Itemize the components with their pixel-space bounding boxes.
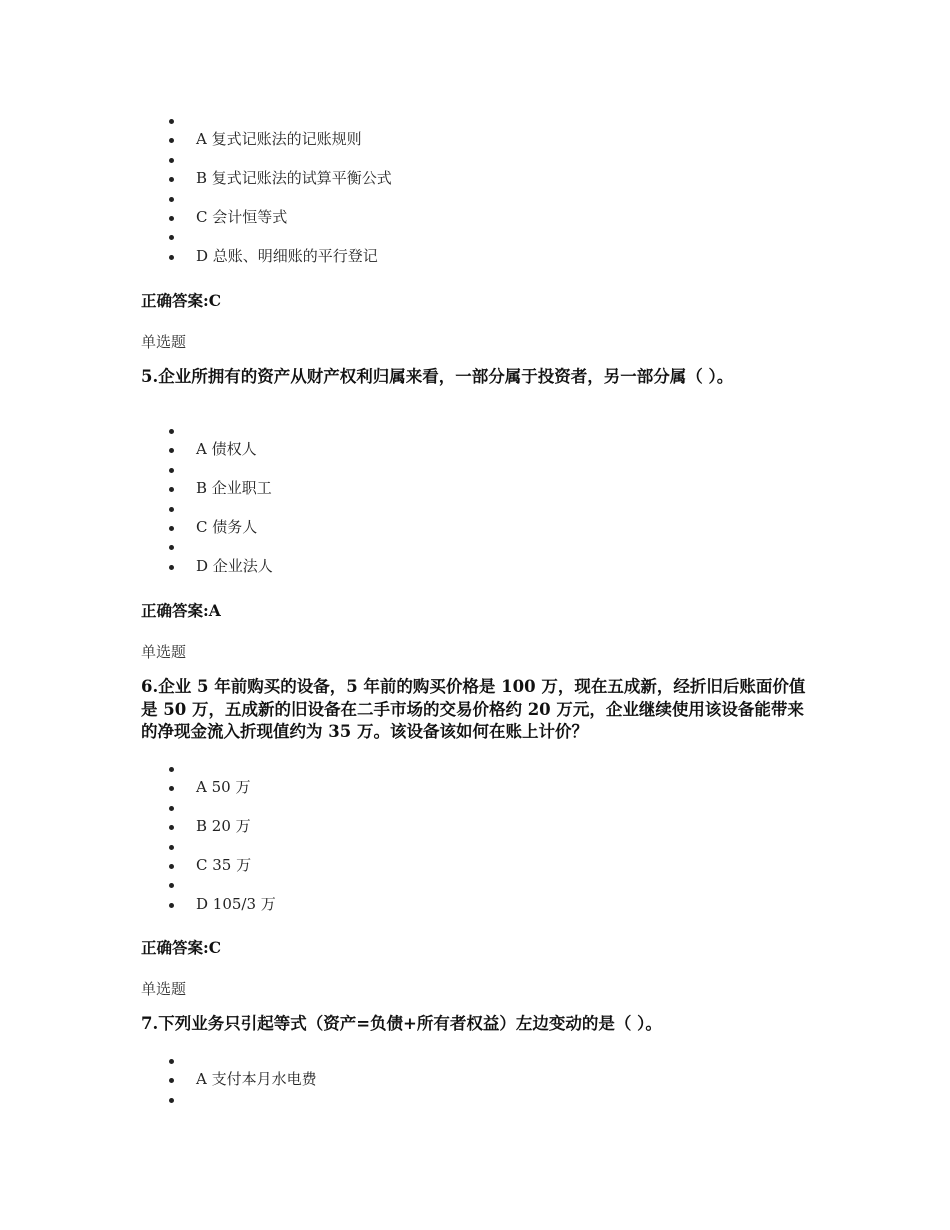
q4-option-a: A 复式记账法的记账规则 (141, 130, 801, 149)
q5-option-a: A 债权人 (141, 440, 801, 459)
q4-correct-answer: 正确答案:C (141, 291, 222, 310)
q7-options (141, 1051, 801, 1109)
q5-option-b: B 企业职工 (141, 479, 801, 498)
q7-option-bullet (141, 1051, 801, 1070)
q6-question-type: 单选题 (141, 643, 187, 661)
q6-option-bullet (141, 759, 801, 778)
q6-question-text: 6.企业 5 年前购买的设备，5 年前的购买价格是 100 万，现在五成新，经折旧后账面价值是 50 万，五成新的旧设备在二手市场的交易价格约 20 万元，企业继续使用该设备能带来的净现金流入折现值约为 35 万。该设备该如何在账上计价？ (141, 677, 806, 741)
q5-option-bullet (141, 460, 801, 479)
q6-option-bullet (141, 837, 801, 856)
q4-option-bullet (141, 189, 801, 208)
q7-question-type: 单选题 (141, 980, 187, 998)
q5-option-c: C 债务人 (141, 518, 801, 537)
q5-option-bullet (141, 421, 801, 440)
q4-option-bullet (141, 227, 801, 246)
q5-option-bullet (141, 537, 801, 556)
q6-option-b: B 20 万 (141, 817, 801, 836)
q6-option-a: A 50 万 (141, 778, 801, 797)
q5-question-type: 单选题 (141, 333, 187, 351)
q5-question-text: 5.企业所拥有的资产从财产权利归属来看，一部分属于投资者，另一部分属（ ）。 (141, 367, 734, 386)
q5-correct-answer: 正确答案:A (141, 601, 221, 620)
q5-option-d: D 企业法人 (141, 557, 801, 576)
q5-option-bullet (141, 499, 801, 518)
q6-option-c: C 35 万 (141, 856, 801, 875)
q5-options (141, 421, 801, 576)
q7-question-text: 7.下列业务只引起等式（资产=负债+所有者权益）左边变动的是（ ）。 (141, 1014, 662, 1033)
q6-options (141, 759, 801, 914)
q6-option-bullet (141, 875, 801, 894)
q6-correct-answer: 正确答案:C (141, 938, 222, 957)
q7-option-bullet (141, 1090, 801, 1109)
q4-option-b: B 复式记账法的试算平衡公式 (141, 169, 801, 188)
q6-option-d: D 105/3 万 (141, 895, 801, 914)
q6-option-bullet (141, 798, 801, 817)
q4-option-bullet (141, 150, 801, 169)
q7-option-a: A 支付本月水电费 (141, 1070, 801, 1089)
q4-options (141, 111, 801, 266)
q4-option-d: D 总账、明细账的平行登记 (141, 247, 801, 266)
q4-option-c: C 会计恒等式 (141, 208, 801, 227)
q4-option-bullet (141, 111, 801, 130)
